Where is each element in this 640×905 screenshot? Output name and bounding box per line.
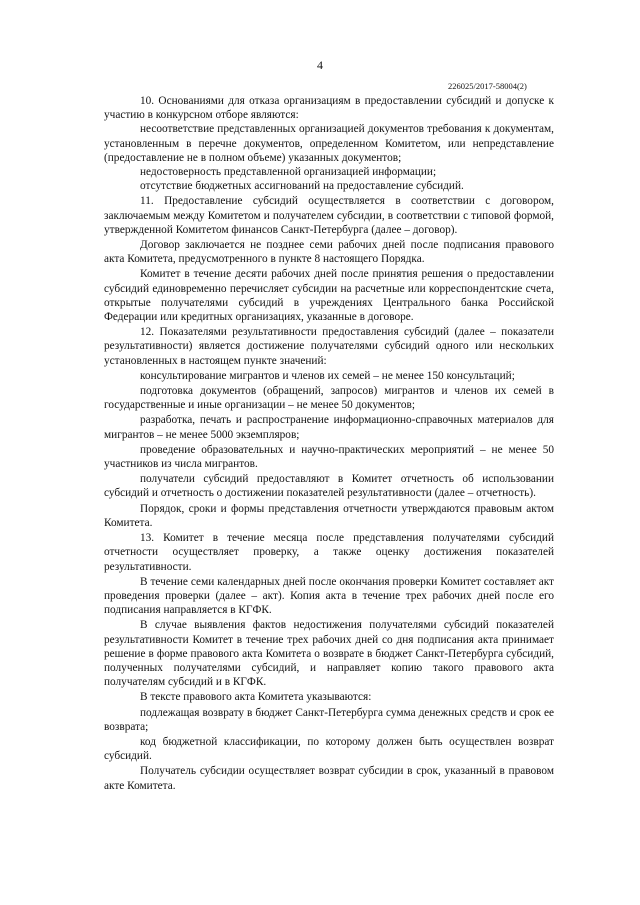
paragraph-12-item: подготовка документов (обращений, запросов) мигрантов и членов их семей в государственные и иные организации – не менее 50 документов; xyxy=(104,385,554,412)
paragraph-13-refund: Получатель субсидии осуществляет возврат субсидии в срок, указанный в правовом акте Комитета. xyxy=(104,765,554,792)
paragraph-12-reporting-order: Порядок, сроки и формы представления отчетности утверждаются правовым актом Комитета. xyxy=(104,502,554,529)
paragraph-10-item: недостоверность представленной организацией информации; xyxy=(140,166,437,179)
paragraph-11-transfer: Комитет в течение десяти рабочих дней после принятия решения о предоставлении субсидий единовременно перечисляет субсидии на расчетные или корреспондентские счета, открытые получателями субсидий в учреждениях Центрального банка Российской Федерации или кредитных организациях, указанные в договоре. xyxy=(104,268,554,324)
paragraph-10-intro: 10. Основаниями для отказа организациям в предоставлении субсидий и допуске к участию в конкурсном отборе являются: xyxy=(104,95,554,122)
paragraph-12-item: консультирование мигрантов и членов их семей – не менее 150 консультаций; xyxy=(140,369,515,382)
paragraph-10-item: несоответствие представленных организацией документов требования к документам, установленным в перечне документов, определенном Комитетом, или непредставление (предоставление не в полном объеме) указанных документов; xyxy=(104,123,554,164)
paragraph-11: 11. Предоставление субсидий осуществляется в соответствии с договором, заключаемым между Комитетом и получателем субсидии, в соответствии с типовой формой, утвержденной Комитетом финансов Санкт-Петербурга (далее – договор). xyxy=(104,195,554,236)
paragraph-13-refund-decision: В случае выявления фактов недостижения получателями субсидий показателей результативности Комитет в течение трех рабочих дней со дня подписания акта принимает решение в форме правового акта Комитета о возврате в бюджет Санкт-Петербурга субсидий, полученных получателями субсидий, и направляет копию такого правового акта получателям субсидий и в КГФК. xyxy=(104,619,554,689)
paragraph-13-item: подлежащая возврату в бюджет Санкт-Петербурга сумма денежных средств и срок ее возврата; xyxy=(104,706,554,733)
page-number: 4 xyxy=(317,58,323,72)
document-reference-number: 226025/2017-58004(2) xyxy=(448,81,527,91)
paragraph-11-contract: Договор заключается не позднее семи рабочих дней после подписания правового акта Комитета, предусмотренного в пункте 8 настоящего Порядка. xyxy=(104,239,554,266)
paragraph-13-item: код бюджетной классификации, по которому должен быть осуществлен возврат субсидий. xyxy=(104,735,554,763)
paragraph-13: 13. Комитет в течение месяца после представления получателями субсидий отчетности осуществляет проверку, а также оценку достижения показателей результативности. xyxy=(104,532,554,573)
paragraph-10-item: отсутствие бюджетных ассигнований на предоставление субсидий. xyxy=(140,180,464,193)
paragraph-12-reporting: получатели субсидий предоставляют в Комитет отчетность об использовании субсидий и отчетность о достижении показателей результативности (далее – отчетность). xyxy=(104,473,554,500)
paragraph-12-intro: 12. Показателями результативности предоставления субсидий (далее – показатели результативности) является достижение получателями субсидий одного или нескольких установленных в настоящем пункте значений: xyxy=(104,326,554,367)
paragraph-12-item: разработка, печать и распространение информационно-справочных материалов для мигрантов – не менее 5000 экземпляров; xyxy=(104,414,554,441)
document-body xyxy=(104,94,554,793)
paragraph-12-item: проведение образовательных и научно-практических мероприятий – не менее 50 участников из числа мигрантов. xyxy=(104,443,554,471)
paragraph-13-act-contents: В тексте правового акта Комитета указываются: xyxy=(140,691,372,704)
paragraph-13-act: В течение семи календарных дней после окончания проверки Комитет составляет акт проведения проверки (далее – акт). Копия акта в течение трех рабочих дней после его подписания направляется в КГФК. xyxy=(104,575,554,617)
